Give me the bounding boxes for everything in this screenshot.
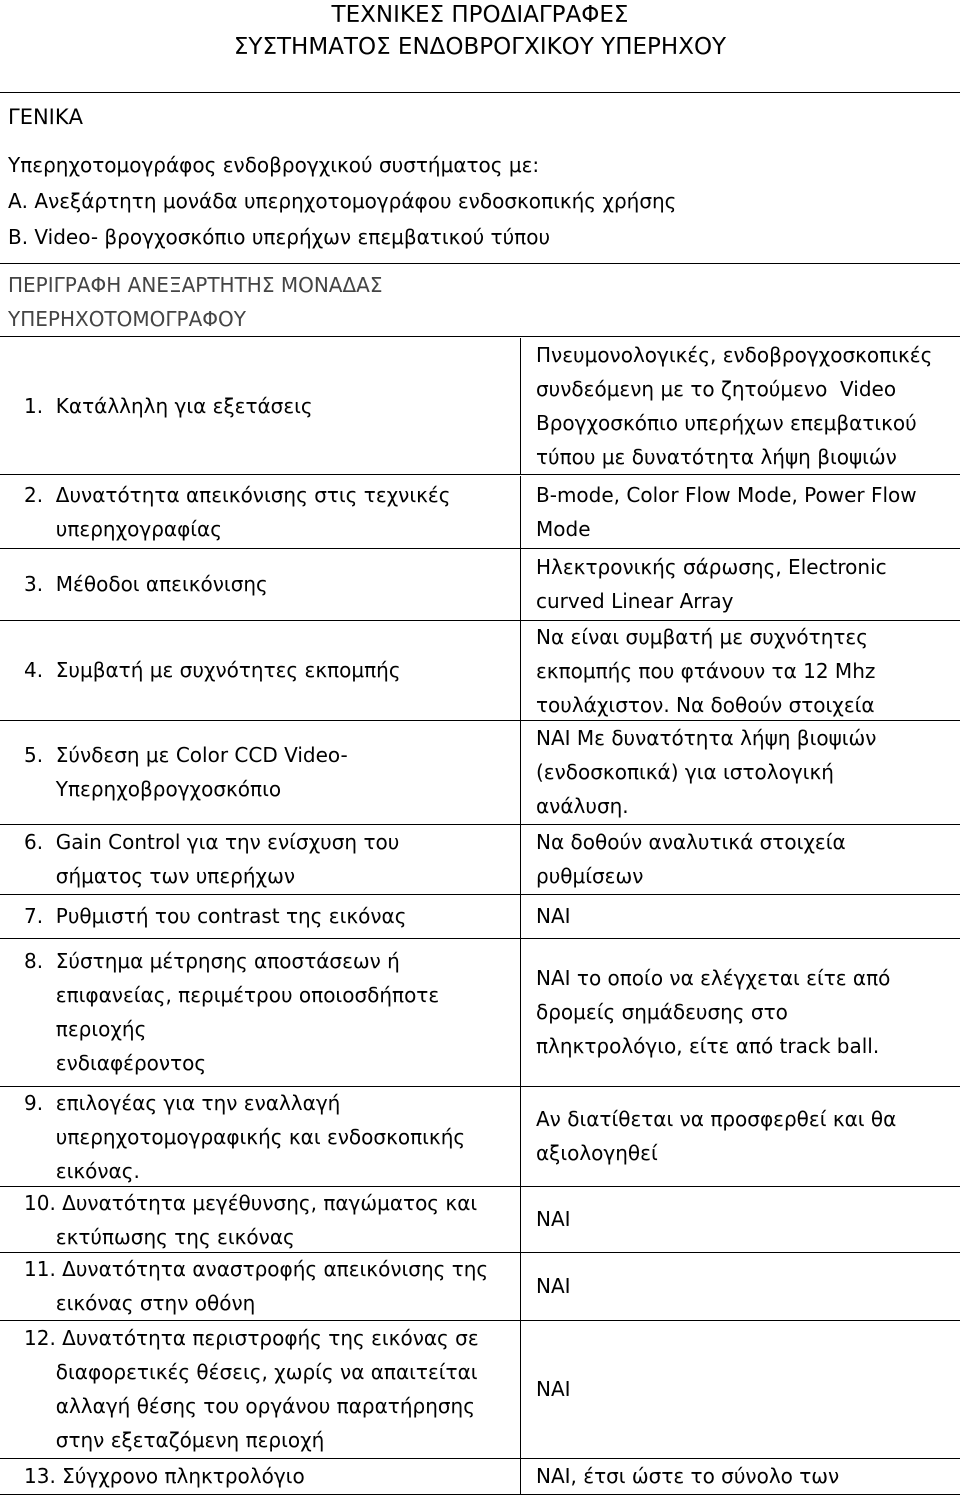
column-divider: [520, 1186, 521, 1252]
column-divider: [520, 824, 521, 894]
column-divider: [520, 338, 521, 474]
spec-label: 9. επιλογέας για την εναλλαγή: [24, 1091, 341, 1115]
spec-label: 6. Gain Control για την ενίσχυση του: [24, 830, 400, 854]
spec-label: 1. Κατάλληλη για εξετάσεις: [24, 394, 313, 418]
spec-value: ανάλυση.: [536, 794, 629, 818]
row-divider: [0, 548, 960, 549]
spec-value: curved Linear Array: [536, 589, 734, 613]
spec-label: 2. Δυνατότητα απεικόνισης στις τεχνικές: [24, 483, 451, 507]
spec-value: πληκτρολόγιο, είτε από track ball.: [536, 1034, 880, 1058]
section-divider-description: [0, 263, 960, 264]
spec-value: Βρογχοσκόπιο υπερήχων επεμβατικού: [536, 411, 917, 435]
spec-label: ενδιαφέροντος: [24, 1051, 207, 1075]
spec-value: συνδεόμενη με το ζητούμενο Video: [536, 377, 897, 401]
spec-value: δρομείς σημάδευσης στο: [536, 1000, 788, 1024]
spec-label: υπερηχοτομογραφικής και ενδοσκοπικής: [24, 1125, 466, 1149]
spec-label: σήματος των υπερήχων: [24, 864, 296, 888]
row-divider: [0, 474, 960, 475]
spec-label: 11. Δυνατότητα αναστροφής απεικόνισης της: [24, 1257, 489, 1281]
general-item-a: Α. Ανεξάρτητη μονάδα υπερηχοτομογράφου ενδοσκοπικής χρήσης: [8, 189, 677, 213]
column-divider: [520, 476, 521, 548]
column-divider: [520, 1320, 521, 1458]
spec-value: Ηλεκτρονικής σάρωσης, Electronic: [536, 555, 887, 579]
spec-value: ΝΑΙ το οποίο να ελέγχεται είτε από: [536, 966, 891, 990]
general-item-b: Β. Video- βρογχοσκόπιο υπερήχων επεμβατικού τύπου: [8, 225, 551, 249]
column-divider: [520, 720, 521, 824]
spec-label: διαφορετικές θέσεις, χωρίς να απαιτείται: [24, 1360, 478, 1384]
spec-value: ΝΑΙ Με δυνατότητα λήψη βιοψιών: [536, 726, 877, 750]
column-divider: [520, 1086, 521, 1186]
spec-label: υπερηχογραφίας: [24, 517, 222, 541]
spec-label: εκτύπωσης της εικόνας: [24, 1225, 295, 1249]
spec-value: τύπου με δυνατότητα λήψη βιοψιών: [536, 445, 897, 469]
section-divider-table-top: [0, 336, 960, 337]
spec-label: εικόνας.: [24, 1159, 140, 1183]
spec-label: αλλαγή θέσης του οργάνου παρατήρησης: [24, 1394, 475, 1418]
spec-value: αξιολογηθεί: [536, 1141, 658, 1165]
spec-value: (ενδοσκοπικά) για ιστολογική: [536, 760, 834, 784]
column-divider: [520, 894, 521, 938]
spec-label: 8. Σύστημα μέτρησης αποστάσεων ή: [24, 949, 400, 973]
spec-value: Αν διατίθεται να προσφερθεί και θα: [536, 1107, 897, 1131]
description-heading-line-2: ΥΠΕΡΗΧΟΤΟΜΟΓΡΑΦΟΥ: [8, 307, 246, 331]
spec-label: Υπερηχοβρογχοσκόπιο: [24, 777, 282, 801]
spec-value: εκπομπής που φτάνουν τα 12 Mhz: [536, 659, 876, 683]
spec-label: 7. Ρυθμιστή του contrast της εικόνας: [24, 904, 407, 928]
spec-value: ΝΑΙ: [536, 1377, 571, 1401]
spec-label: 12. Δυνατότητα περιστροφής της εικόνας σε: [24, 1326, 479, 1350]
spec-label: 3. Μέθοδοι απεικόνισης: [24, 572, 268, 596]
spec-label: 4. Συμβατή με συχνότητες εκπομπής: [24, 658, 401, 682]
spec-label: 13. Σύγχρονο πληκτρολόγιο: [24, 1464, 305, 1488]
spec-label: εικόνας στην οθόνη: [24, 1291, 256, 1315]
spec-value: Πνευμονολογικές, ενδοβρογχοσκοπικές: [536, 343, 933, 367]
column-divider: [520, 1458, 521, 1494]
spec-value: Να είναι συμβατή με συχνότητες: [536, 625, 868, 649]
spec-label: 10. Δυνατότητα μεγέθυνσης, παγώματος και: [24, 1191, 478, 1215]
spec-label: 5. Σύνδεση με Color CCD Video-: [24, 743, 348, 767]
spec-value: ΝΑΙ, έτσι ώστε το σύνολο των: [536, 1464, 840, 1488]
row-divider: [0, 894, 960, 895]
document-title-line-1: ΤΕΧΝΙΚΕΣ ΠΡΟΔΙΑΓΡΑΦΕΣ: [331, 2, 629, 28]
spec-value: Να δοθούν αναλυτικά στοιχεία: [536, 830, 846, 854]
spec-label: επιφανείας, περιμέτρου οποιοσδήποτε: [24, 983, 440, 1007]
spec-value: ΝΑΙ: [536, 904, 571, 928]
row-divider: [0, 938, 960, 939]
spec-label: στην εξεταζόμενη περιοχή: [24, 1428, 325, 1452]
section-divider-top: [0, 92, 960, 93]
column-divider: [520, 938, 521, 1086]
document-title-line-2: ΣΥΣΤΗΜΑΤΟΣ ΕΝΔΟΒΡΟΓΧΙΚΟΥ ΥΠΕΡΗΧΟΥ: [233, 34, 727, 60]
general-intro: Υπερηχοτομογράφος ενδοβρογχικού συστήματος με:: [8, 153, 540, 177]
column-divider: [520, 1252, 521, 1320]
spec-value: B-mode, Color Flow Mode, Power Flow: [536, 483, 917, 507]
spec-value: ΝΑΙ: [536, 1207, 571, 1231]
spec-label: περιοχής: [24, 1017, 147, 1041]
spec-value: ΝΑΙ: [536, 1274, 571, 1298]
column-divider: [520, 548, 521, 620]
spec-value: Mode: [536, 517, 591, 541]
spec-value: τουλάχιστον. Να δοθούν στοιχεία: [536, 693, 875, 717]
column-divider: [520, 620, 521, 720]
description-heading-line-1: ΠΕΡΙΓΡΑΦΗ ΑΝΕΞΑΡΤΗΤΗΣ ΜΟΝΑΔΑΣ: [8, 273, 383, 297]
general-heading: ΓΕΝΙΚΑ: [8, 105, 84, 129]
spec-value: ρυθμίσεων: [536, 864, 644, 888]
